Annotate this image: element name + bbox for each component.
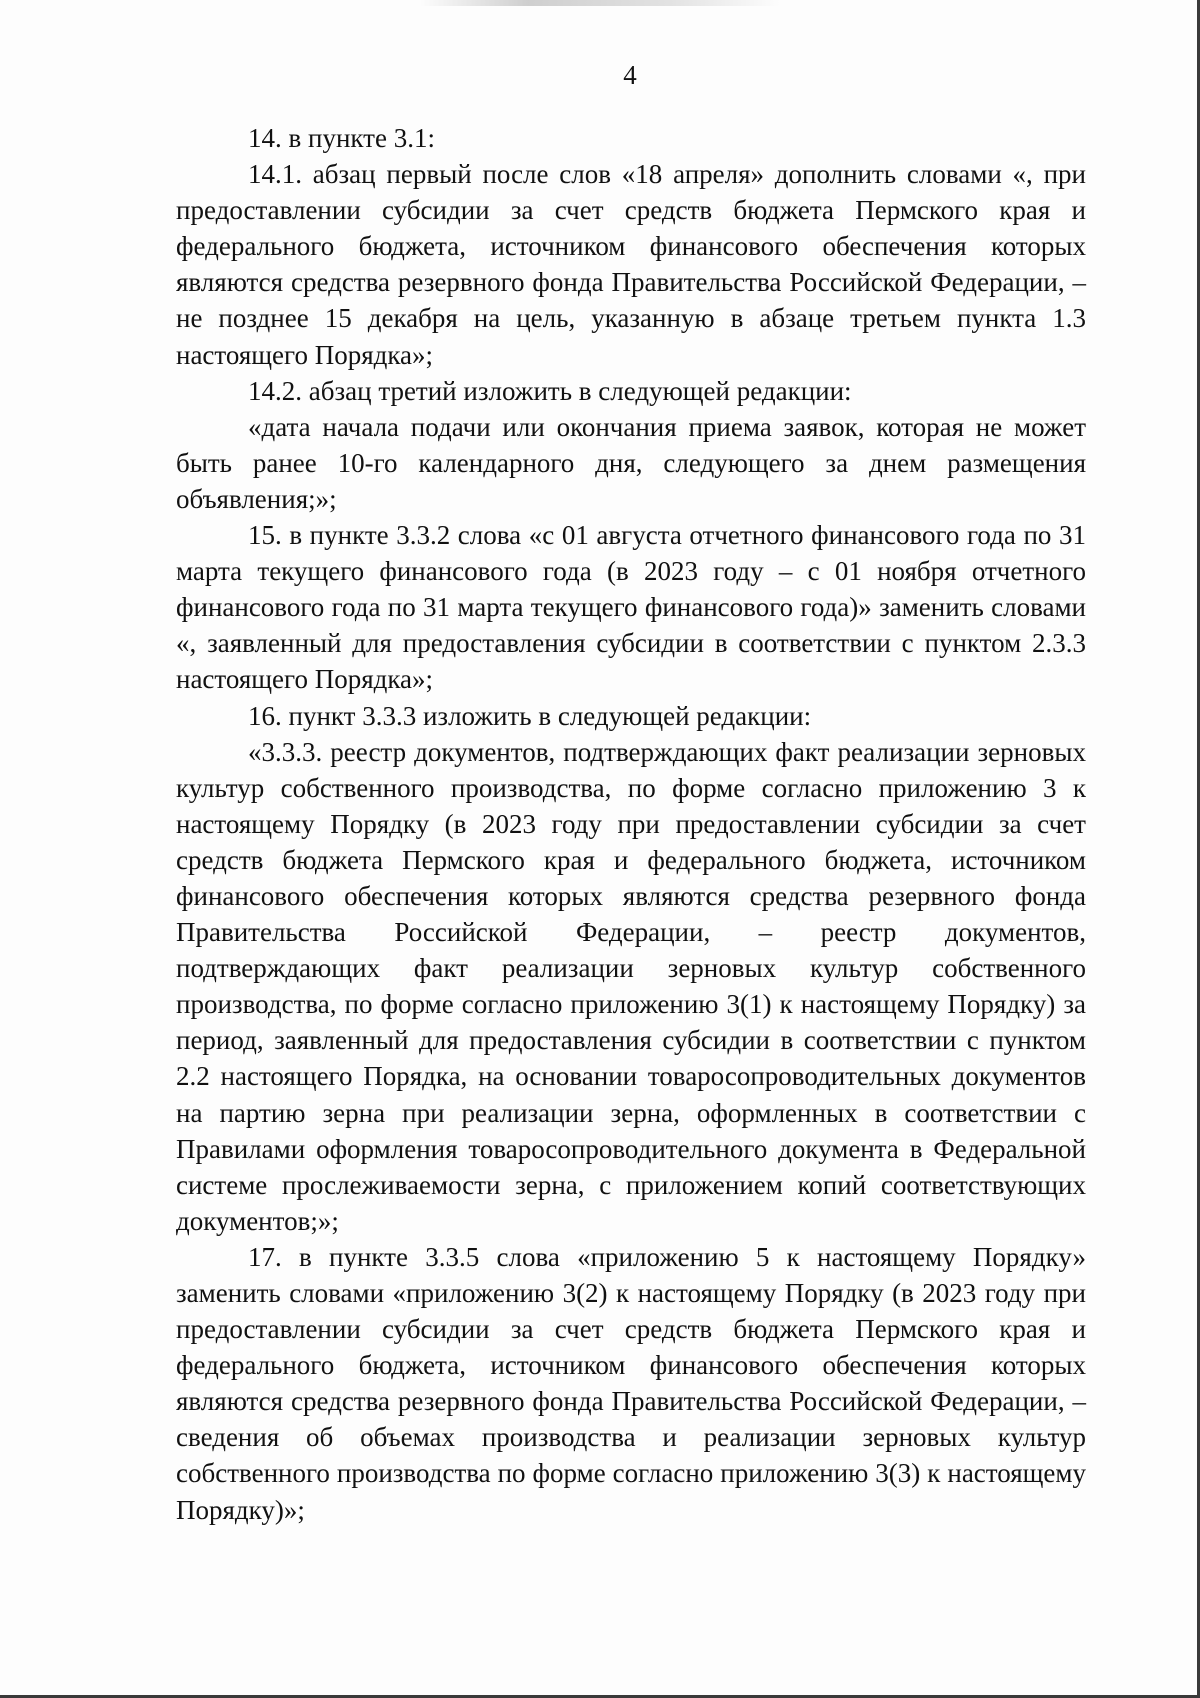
paragraph-14-2-text: «дата начала подачи или окончания приема заявок, которая не может быть ранее 10-го календарного дня, следующего за днем размещения объявления;»; — [176, 411, 1086, 514]
scan-artifact — [420, 0, 780, 6]
paragraph-17: 17. в пункте 3.3.5 слова «приложению 5 к настоящему Порядку» заменить словами «приложению 3(2) к настоящему Порядку (в 2023 году при предоставлении субсидии за счет средств бюджета Пермского края и федерального бюджета, источником финансового обеспечения которых являются средства резервного фонда Правительства Российской Федерации, – сведения об объемах производства и реализации зерновых культур собственного производства по форме согласно приложению 3(3) к настоящему Порядку)»; — [176, 1241, 1086, 1525]
paragraph-14-1: 14.1. абзац первый после слов «18 апреля» дополнить словами «, при предоставлении субсидии за счет средств бюджета Пермского края и федерального бюджета, источником финансового обеспечения которых являются средства резервного фонда Правительства Российской Федерации, – не позднее 15 декабря на цель, указанную в абзаце третьем пункта 1.3 настоящего Порядка»; — [176, 159, 1086, 370]
paragraph-16-text: «3.3.3. реестр документов, подтверждающих факт реализации зерновых культур собственного производства, по форме согласно приложению 3 к настоящему Порядку (в 2023 году при предоставлении субсидии за счет средств бюджета Пермского края и федерального бюджета, источником финансового обеспечения которых являются средства резервного фонда Правительства Российской Федерации, – реестр документов, подтверждающих факт реализации зерновых культур собственного производства, по форме согласно приложению 3(1) к настоящему Порядку) за период, заявленный для предоставления субсидии в соответствии с пунктом 2.2 настоящего Порядка, на основании товаросопроводительных документов на партию зерна при реализации зерна, оформленных в соответствии с Правилами оформления товаросопроводительного документа в Федеральной системе прослеживаемости зерна, с приложением копий соответствующих документов;»; — [176, 736, 1086, 1236]
page-number: 4 — [623, 60, 637, 90]
paragraph-14-2: 14.2. абзац третий изложить в следующей редакции: — [248, 375, 852, 406]
paragraph-16: 16. пункт 3.3.3 изложить в следующей редакции: — [248, 700, 812, 731]
paragraph-14: 14. в пункте 3.1: — [248, 123, 435, 153]
paragraph-15: 15. в пункте 3.3.2 слова «с 01 августа отчетного финансового года по 31 марта текущего финансового года (в 2023 году – с 01 ноября отчетного финансового года по 31 марта текущего финансового года)» заменить словами «, заявленный для предоставления субсидии в соответствии с пунктом 2.3.3 настоящего Порядка»; — [176, 520, 1086, 695]
document-body — [176, 120, 1086, 1528]
